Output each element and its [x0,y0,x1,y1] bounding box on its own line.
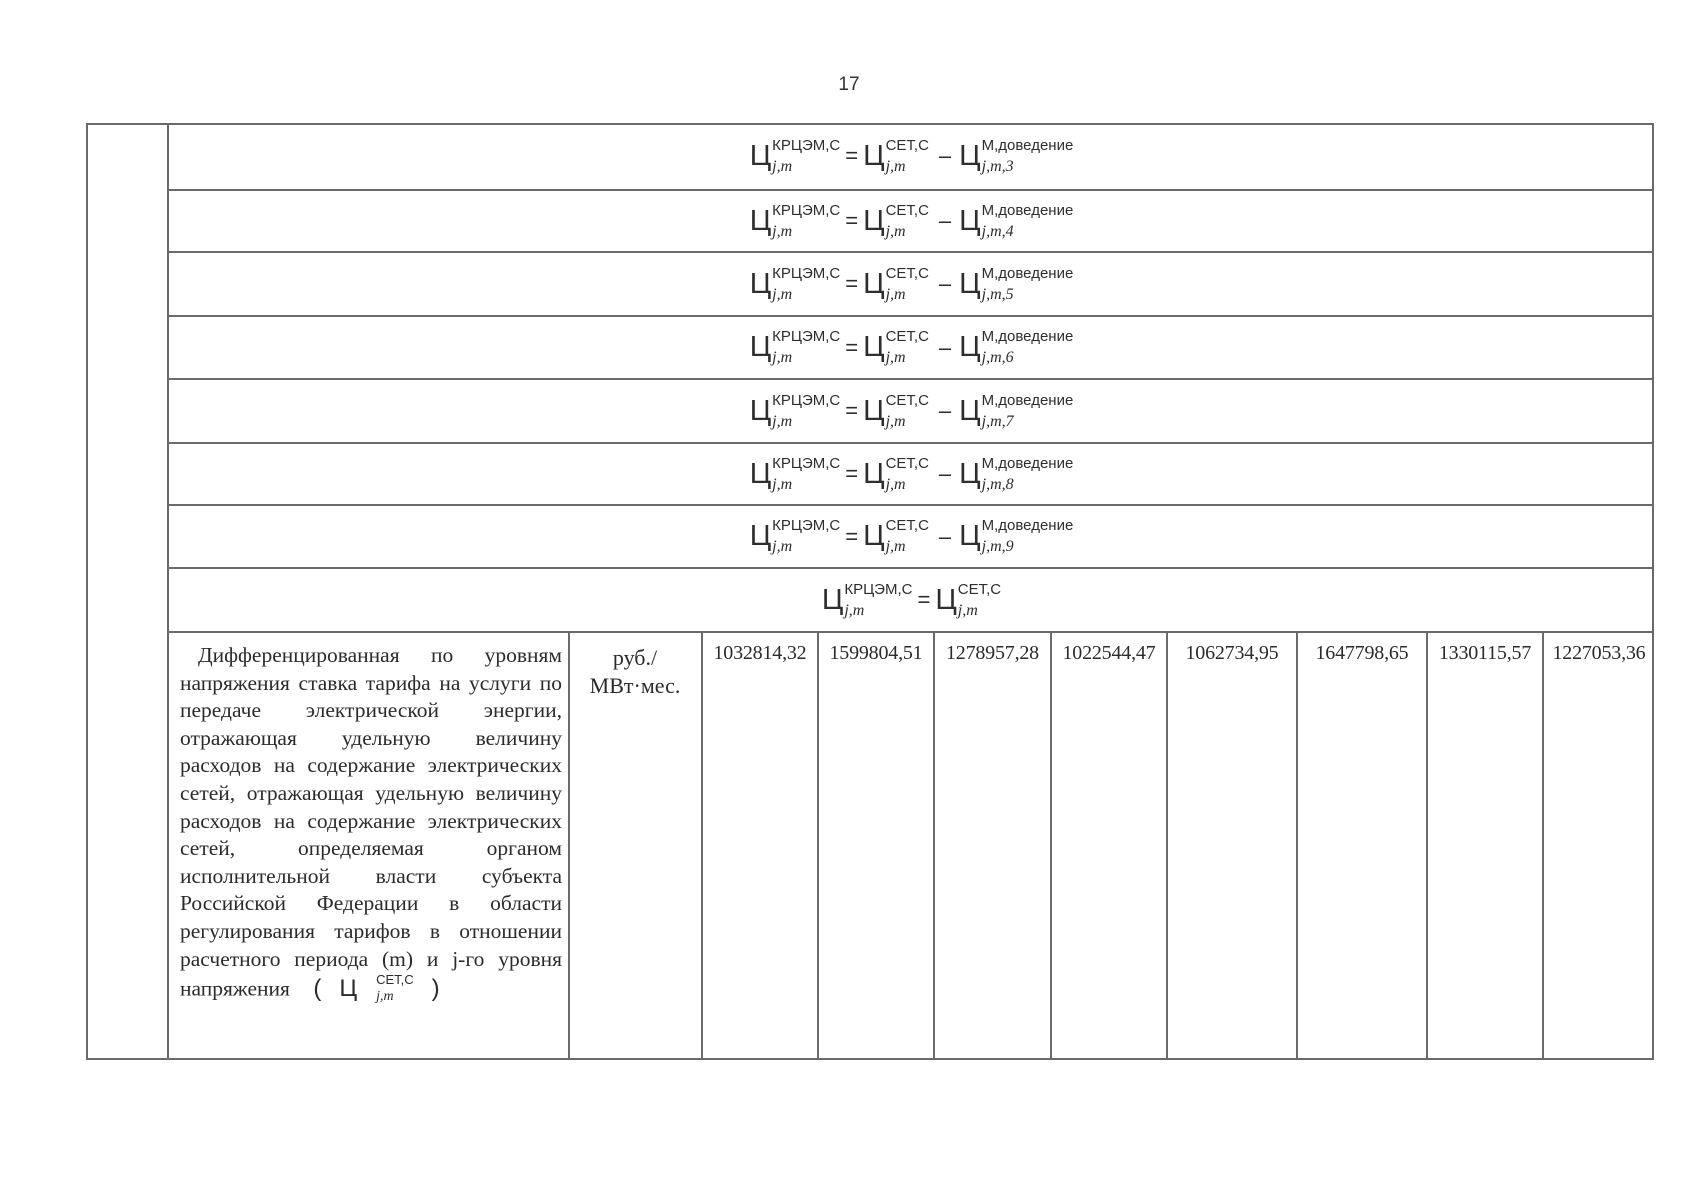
formula [822,582,1001,619]
formula-scripts [886,138,929,175]
formula-superscript: М,доведение [981,328,1074,345]
formula-scripts [982,393,1074,430]
formula-scripts [982,329,1074,366]
formula [750,203,1074,240]
value-cell: 1227053,36 [1552,642,1646,664]
formula-base: Ц [863,394,885,427]
formula-superscript: СЕТ,С [885,201,929,219]
formula-scripts [982,138,1074,175]
description-formula [295,973,439,1004]
formula-scripts [982,203,1074,240]
formula-row [169,380,1654,442]
formula-scripts [772,203,840,240]
formula-minus: – [938,208,952,233]
formula-superscript: КРЦЭМ,С [844,580,913,598]
unit-line-1: руб./ [612,645,658,670]
formula-subscript: j,m,5 [981,285,1014,303]
column-divider-v5 [1296,632,1298,1060]
formula-subscript: j,m [772,285,793,303]
formula-superscript: М,доведение [981,201,1074,219]
formula-minus: – [938,143,952,168]
formula [750,456,1074,493]
formula-row [169,569,1654,631]
formula-subscript: j,m [885,538,906,555]
formula-close-paren: ) [431,974,440,1002]
column-divider-v1 [817,632,819,1060]
formula-scripts [958,582,1001,619]
formula-base: Ц [863,520,885,552]
description-cell [180,642,562,1004]
formula-row [169,317,1654,378]
formula-scripts [772,266,840,303]
formula-equals: = [845,461,859,486]
formula-subscript: j,m,6 [981,349,1014,366]
value-cell: 1022544,47 [1062,642,1156,664]
formula-scripts [886,203,929,240]
formula-scripts [772,138,840,175]
formula-subscript: j,m [772,412,793,430]
formula-base: Ц [821,583,844,616]
column-divider-v2 [933,632,935,1060]
formula-superscript: КРЦЭМ,С [772,136,841,154]
formula-subscript: j,m [885,412,906,430]
row-divider [167,631,1654,633]
formula-equals: = [845,143,859,168]
formula-equals: = [845,271,859,296]
formula-base: Ц [959,331,981,363]
formula-minus: – [938,461,952,486]
formula-subscript: j,m [885,475,906,493]
formula [750,393,1074,430]
formula-subscript: j,m [885,157,906,175]
formula-subscript: j,m,7 [981,412,1014,430]
formula-scripts [886,456,929,493]
formula-superscript: М,доведение [981,454,1074,472]
formula-base: Ц [749,267,772,300]
formula-scripts [772,456,840,493]
formula-scripts [886,329,929,366]
formula-scripts [982,456,1074,493]
formula-subscript: j,m [885,222,906,240]
formula-scripts [886,266,929,303]
formula-base: Ц [959,520,981,552]
page-number: 17 [838,74,860,95]
formula-subscript: j,m [772,538,793,555]
formula-equals: = [917,587,931,612]
formula-subscript: j,m [772,157,793,175]
formula-minus: – [938,398,952,423]
column-divider-unit [701,632,703,1060]
formula-superscript: М,доведение [981,264,1074,282]
formula-scripts [772,329,840,366]
formula-base: Ц [749,139,772,172]
formula-scripts [982,518,1074,555]
formula [750,518,1074,555]
formula-equals: = [845,208,859,233]
formula-superscript: КРЦЭМ,С [772,264,841,282]
formula [750,138,1074,175]
formula-superscript: СЕТ,С [957,580,1002,598]
formula-subscript: j,m [772,349,793,366]
value-cell: 1647798,65 [1315,642,1409,664]
formula-superscript: СЕТ,С [885,328,929,345]
formula-subscript: j,m,3 [981,157,1014,175]
formula-scripts [844,582,912,619]
formula-base: Ц [863,139,885,172]
formula-row [169,444,1654,504]
formula [750,329,1074,366]
formula-base: Ц [749,457,772,490]
column-divider-v4 [1166,632,1168,1060]
formula-minus: – [938,334,952,360]
formula-base: Ц [749,331,772,363]
formula-superscript: М,доведение [981,391,1074,409]
formula-superscript: М,доведение [981,136,1074,154]
formula-subscript: j,m [844,601,865,619]
value-cell: 1599804,51 [829,642,923,664]
value-cell: 1032814,32 [713,642,807,664]
formula-base: Ц [339,974,358,1002]
description-text [180,642,562,1004]
formula-subscript: j,m,4 [981,222,1014,240]
formula-base: Ц [863,331,885,363]
formula-superscript: КРЦЭМ,С [772,201,841,219]
formula-superscript: М,доведение [981,517,1074,534]
formula-subscript: j,m [885,349,906,366]
column-divider-v3 [1050,632,1052,1060]
formula-equals: = [845,398,859,423]
formula-base: Ц [935,583,957,616]
formula-subscript: j,m,9 [981,538,1014,555]
formula-equals: = [845,334,859,360]
formula-superscript: СЕТ,С [376,972,414,988]
formula-base: Ц [749,520,772,552]
formula-base: Ц [863,457,885,490]
formula-scripts [886,518,929,555]
formula-open-paren: ( [313,974,322,1002]
formula-base: Ц [749,204,772,237]
value-cell: 1062734,95 [1185,642,1279,664]
formula-superscript: КРЦЭМ,С [772,391,841,409]
description-body: Дифференцированная по уровням напряжения ставка тарифа на услуги по передаче электрической энергии, отражающая удельную величину расходов на содержание электрических сетей, отражающая удельную величину расходов на содержание электрических сетей, определяемая органом исполнительной власти субъекта Российской Федерации в области регулирования тарифов в отношении расчетного периода (m) и j-го уровня напряжения [180,643,562,1001]
formula-scripts [886,393,929,430]
formula-scripts [772,393,840,430]
formula-superscript: КРЦЭМ,С [772,517,841,534]
formula-row [169,253,1654,315]
unit-line-2: МВт·мес. [589,673,681,698]
formula-scripts [982,266,1074,303]
column-divider-v6 [1426,632,1428,1060]
value-cell: 1278957,28 [945,642,1039,664]
formula-minus: – [938,271,952,296]
formula-minus: – [938,523,952,549]
formula-scripts [772,518,840,555]
value-cell: 1330115,57 [1438,642,1532,664]
formula-base: Ц [959,267,981,300]
formula-superscript: СЕТ,С [885,517,929,534]
formula-base: Ц [863,267,885,300]
formula-base: Ц [959,204,981,237]
formula [750,266,1074,303]
formula-subscript: j,m [376,989,394,1005]
formula-superscript: СЕТ,С [885,136,929,154]
formula-subscript: j,m [885,285,906,303]
formula-base: Ц [959,394,981,427]
unit-cell [570,644,700,700]
formula-base: Ц [749,394,772,427]
formula-subscript: j,m [772,475,793,493]
formula-subscript: j,m [957,601,978,619]
formula-row [169,191,1654,251]
formula-row [169,123,1654,189]
formula-row [169,506,1654,567]
formula-subscript: j,m [772,222,793,240]
formula-superscript: КРЦЭМ,С [772,454,841,472]
formula-base: Ц [863,204,885,237]
formula-superscript: КРЦЭМ,С [772,328,841,345]
formula-superscript: СЕТ,С [885,391,929,409]
formula-superscript: СЕТ,С [885,264,929,282]
formula-superscript: СЕТ,С [885,454,929,472]
column-divider-v7 [1542,632,1544,1060]
formula-equals: = [845,523,859,549]
formula-scripts [358,973,414,1004]
formula-base: Ц [959,139,981,172]
formula-subscript: j,m,8 [981,475,1014,493]
formula-base: Ц [959,457,981,490]
